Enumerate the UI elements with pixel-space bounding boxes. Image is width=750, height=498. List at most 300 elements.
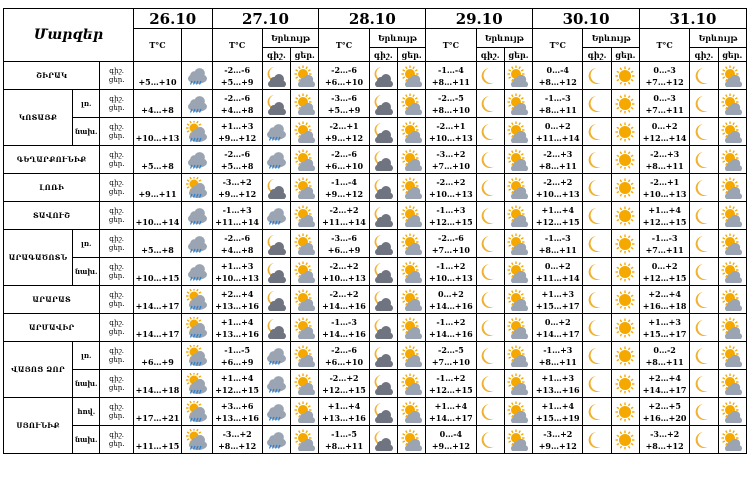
night-day-label: [100, 426, 134, 454]
day-temp: +14…+17: [429, 412, 473, 423]
sun-icon: [611, 342, 639, 370]
temp-range: [533, 90, 583, 118]
temp-range: [533, 398, 583, 426]
night-temp: +1…+3: [220, 120, 254, 131]
temp-range: [426, 314, 476, 342]
day-temp: +8…+11: [538, 160, 577, 171]
day-temp: +14…+16: [429, 328, 473, 339]
temp-range: [212, 62, 262, 90]
day-temp: +10…+13: [642, 188, 687, 199]
day-temp: +16…+18: [642, 300, 687, 311]
rain-cloud-icon: [182, 90, 212, 118]
day-temp: +8…+11: [431, 76, 470, 87]
night-day-label: [100, 174, 134, 202]
sun-cloud-icon: [718, 90, 746, 118]
night-temp: +1…+4: [541, 400, 575, 411]
sun-icon: [611, 174, 639, 202]
sun-cloud-rain-icon: [182, 174, 212, 202]
region-name: ԱՐԱՐԱՏ: [4, 286, 100, 314]
night-temp: -3…-6: [331, 232, 357, 243]
phenomena-header: Երևույթ: [262, 29, 319, 48]
night-temp: -1…-4: [438, 64, 464, 75]
moon-cloud-icon: [262, 90, 290, 118]
temp-26: [133, 230, 181, 258]
sun-cloud-icon: [718, 314, 746, 342]
subregion-label: նախ.: [73, 426, 100, 454]
subregion-label: նախ.: [73, 258, 100, 286]
day-temp: +8…+12: [218, 440, 257, 451]
temp-range: [426, 90, 476, 118]
night-label: գիշ.: [109, 206, 125, 215]
moon-cloud-icon: [369, 230, 397, 258]
sun-cloud-icon: [504, 90, 532, 118]
moon-cloud-icon: [262, 314, 290, 342]
night-temp: -1…-4: [331, 176, 357, 187]
night-temp: -2…-6: [331, 344, 357, 355]
temp-range: [426, 174, 476, 202]
rain-cloud-icon: [262, 202, 290, 230]
temp-range: [426, 426, 476, 454]
temp-header: T°C: [640, 29, 690, 62]
day-label: ցեր.: [108, 75, 125, 84]
night-subheader: գիշ.: [476, 48, 504, 62]
forecast-table: [3, 8, 747, 454]
day-temp: +12…+15: [642, 216, 687, 227]
moon-cloud-icon: [369, 342, 397, 370]
day-temp: +16…+20: [642, 412, 687, 423]
date-header: 30.10: [533, 9, 640, 29]
night-temp: -3…+2: [650, 428, 680, 439]
sun-cloud-icon: [397, 258, 425, 286]
night-temp: +2…+4: [648, 288, 681, 299]
temp-26: [133, 370, 181, 398]
moon-cloud-icon: [262, 62, 290, 90]
region-name: ՏԱՎՈՒՇ: [4, 202, 100, 230]
table-row: [4, 118, 747, 146]
subregion-label: հով.: [73, 398, 100, 426]
day-temp: +9…+12: [431, 440, 470, 451]
day-temp: +13…+16: [535, 384, 580, 395]
sun-cloud-icon: [291, 370, 319, 398]
night-label: գիշ.: [109, 178, 125, 187]
night-temp: -2…-6: [331, 64, 357, 75]
night-temp: +1…+4: [434, 400, 468, 411]
temp-26: [133, 258, 181, 286]
night-temp: -3…+2: [222, 176, 252, 187]
night-temp: -2…-6: [224, 148, 251, 159]
day-temp: +13…+16: [215, 300, 259, 311]
day-subheader: ցեր.: [718, 48, 746, 62]
temp-range: [640, 174, 690, 202]
night-temp: 0…-4: [546, 64, 569, 75]
moon-cloud-icon: [262, 258, 290, 286]
temp-range: [533, 286, 583, 314]
day-temp: +10…+13: [535, 188, 580, 199]
night-day-label: [100, 118, 134, 146]
day-temp: +6…+9: [327, 244, 361, 255]
temp-26: [133, 342, 181, 370]
temp-range: [640, 90, 690, 118]
temp-range: [212, 146, 262, 174]
sun-cloud-icon: [718, 230, 746, 258]
moon-cloud-icon: [369, 426, 397, 454]
sun-cloud-icon: [504, 258, 532, 286]
moon-cloud-icon: [369, 146, 397, 174]
night-temp: -1…+3: [543, 344, 573, 355]
temp-range: [319, 426, 369, 454]
day-temp: +11…+14: [535, 272, 580, 283]
table-row: [4, 174, 747, 202]
temp-range: [426, 370, 476, 398]
day-temp: +10…+13: [429, 132, 473, 143]
sun-cloud-icon: [504, 398, 532, 426]
day-temp: +12…+15: [429, 216, 473, 227]
moon-icon: [690, 426, 718, 454]
day-temp: +12…+14: [642, 132, 687, 143]
night-label: գիշ.: [109, 346, 125, 355]
night-temp: +1…+4: [327, 400, 361, 411]
temp-26: [133, 90, 181, 118]
sun-cloud-icon: [291, 398, 319, 426]
day-temp: +9…+12: [538, 440, 577, 451]
temp-range: [212, 202, 262, 230]
region-name: ՇԻՐԱԿ: [4, 62, 100, 90]
night-temp: +3…+6: [220, 400, 254, 411]
temp-range: [319, 90, 369, 118]
night-temp: +1…+3: [648, 316, 681, 327]
sun-icon: [611, 62, 639, 90]
regions-header: Մարզեր: [4, 9, 134, 62]
sun-cloud-icon: [397, 370, 425, 398]
night-temp: +1…+4: [648, 204, 681, 215]
sun-cloud-icon: [504, 342, 532, 370]
temp-value: +14…+17: [135, 328, 180, 339]
night-temp: 0…-3: [653, 64, 676, 75]
temp-range: [533, 146, 583, 174]
night-temp: 0…-4: [439, 428, 463, 439]
subregion-label: նախ.: [73, 118, 100, 146]
moon-cloud-icon: [369, 90, 397, 118]
day-temp: +7…+11: [645, 244, 684, 255]
temp-range: [212, 314, 262, 342]
day-temp: +8…+11: [538, 356, 577, 367]
moon-icon: [583, 286, 611, 314]
temp-range: [426, 398, 476, 426]
temp-range: [640, 202, 690, 230]
day-temp: +5…+9: [220, 76, 254, 87]
temp-value: +14…+18: [135, 384, 180, 395]
temp-range: [319, 230, 369, 258]
night-temp: -1…+2: [436, 316, 466, 327]
temp-value: +11…+15: [135, 440, 180, 451]
day-temp: +8…+12: [645, 440, 684, 451]
temp-value: +14…+17: [135, 300, 180, 311]
night-temp: +2…+4: [648, 372, 681, 383]
night-subheader: գիշ.: [583, 48, 611, 62]
date-header: 29.10: [426, 9, 533, 29]
night-temp: -2…+3: [650, 148, 680, 159]
day-temp: +9…+12: [324, 188, 364, 199]
sun-icon: [611, 230, 639, 258]
moon-cloud-icon: [369, 174, 397, 202]
temp-range: [319, 202, 369, 230]
rain-cloud-icon: [182, 62, 212, 90]
temp-26: [133, 286, 181, 314]
temp-range: [426, 342, 476, 370]
temp-range: [319, 174, 369, 202]
temp-26: [133, 174, 181, 202]
temp-range: [640, 426, 690, 454]
temp-header: T°C: [212, 29, 262, 62]
temp-header: T°C: [319, 29, 369, 62]
day-temp: +12…+15: [215, 384, 259, 395]
night-temp: +2…+5: [648, 400, 681, 411]
day-temp: +13…+16: [322, 412, 366, 423]
night-temp: -1…-5: [331, 428, 357, 439]
sun-cloud-icon: [397, 202, 425, 230]
day-temp: +8…+11: [645, 160, 684, 171]
sun-cloud-icon: [504, 174, 532, 202]
phenomena-header: Երևույթ: [476, 29, 533, 48]
night-temp: -3…+2: [543, 428, 573, 439]
temp-value: +9…+11: [138, 188, 177, 199]
temp-range: [426, 258, 476, 286]
rain-cloud-icon: [262, 398, 290, 426]
day-temp: +12…+15: [322, 384, 366, 395]
day-temp: +8…+11: [324, 440, 364, 451]
night-temp: -1…-5: [224, 344, 251, 355]
night-label: գիշ.: [109, 290, 125, 299]
temp-range: [212, 426, 262, 454]
day-temp: +14…+16: [322, 328, 366, 339]
day-temp: +6…+9: [220, 356, 254, 367]
day-temp: +14…+16: [429, 300, 473, 311]
moon-icon: [690, 146, 718, 174]
day-temp: +15…+19: [535, 412, 580, 423]
temp-range: [319, 258, 369, 286]
temp-range: [640, 398, 690, 426]
moon-icon: [690, 202, 718, 230]
night-temp: -2…-5: [438, 344, 464, 355]
moon-icon: [476, 90, 504, 118]
day-temp: +13…+16: [215, 328, 259, 339]
moon-icon: [476, 202, 504, 230]
table-row: [4, 202, 747, 230]
table-row: [4, 230, 747, 258]
temp-value: +5…+10: [138, 76, 177, 87]
temp-range: [640, 342, 690, 370]
moon-icon: [583, 202, 611, 230]
sun-cloud-icon: [504, 314, 532, 342]
temp-header: T°C: [133, 29, 181, 62]
moon-icon: [476, 230, 504, 258]
table-row: [4, 258, 747, 286]
moon-cloud-icon: [369, 118, 397, 146]
temp-26: [133, 426, 181, 454]
phenomena-header: Երևույթ: [369, 29, 426, 48]
day-label: ցեր.: [108, 159, 125, 168]
sun-cloud-icon: [397, 174, 425, 202]
night-temp: -2…+1: [329, 120, 359, 131]
day-temp: +15…+17: [642, 328, 687, 339]
night-day-label: [100, 202, 134, 230]
forecast-body: [4, 62, 747, 454]
day-temp: +6…+10: [324, 76, 364, 87]
region-name: ԼՈՌԻ: [4, 174, 100, 202]
rain-cloud-icon: [182, 146, 212, 174]
sun-icon: [611, 258, 639, 286]
sun-cloud-icon: [504, 62, 532, 90]
moon-cloud-icon: [369, 62, 397, 90]
night-day-label: [100, 62, 134, 90]
moon-cloud-icon: [262, 286, 290, 314]
night-temp: +1…+3: [220, 260, 254, 271]
sun-icon: [611, 118, 639, 146]
temp-value: +10…+14: [135, 216, 180, 227]
night-label: գիշ.: [109, 262, 125, 271]
day-label: ցեր.: [108, 355, 125, 364]
table-row: [4, 90, 747, 118]
sun-cloud-icon: [291, 426, 319, 454]
day-label: ցեր.: [108, 215, 125, 224]
night-temp: +1…+4: [220, 372, 254, 383]
moon-icon: [583, 118, 611, 146]
day-subheader: ցեր.: [504, 48, 532, 62]
temp-range: [640, 62, 690, 90]
temp-range: [640, 258, 690, 286]
temp-range: [533, 370, 583, 398]
date-header: 26.10: [133, 9, 212, 29]
day-temp: +8…+11: [538, 244, 577, 255]
day-temp: +7…+11: [645, 104, 684, 115]
moon-cloud-icon: [262, 174, 290, 202]
sun-cloud-icon: [397, 286, 425, 314]
day-subheader: ցեր.: [397, 48, 425, 62]
moon-icon: [583, 258, 611, 286]
day-subheader: ցեր.: [611, 48, 639, 62]
temp-range: [426, 118, 476, 146]
table-row: [4, 314, 747, 342]
night-temp: 0…+2: [437, 288, 464, 299]
day-label: ցեր.: [108, 243, 125, 252]
rain-cloud-icon: [182, 230, 212, 258]
night-day-label: [100, 146, 134, 174]
night-temp: -1…-3: [331, 316, 357, 327]
temp-range: [212, 174, 262, 202]
temp-range: [426, 202, 476, 230]
night-temp: -1…-3: [544, 232, 571, 243]
temp-range: [319, 118, 369, 146]
table-row: [4, 342, 747, 370]
moon-icon: [583, 342, 611, 370]
night-label: գիշ.: [109, 122, 125, 131]
temp-value: +5…+8: [141, 160, 174, 171]
temp-range: [319, 342, 369, 370]
moon-icon: [690, 62, 718, 90]
moon-icon: [690, 230, 718, 258]
night-temp: -2…+3: [543, 148, 573, 159]
night-temp: +1…+3: [541, 288, 575, 299]
night-temp: -1…+3: [222, 204, 252, 215]
sun-cloud-icon: [397, 230, 425, 258]
phenomena-header: [182, 29, 212, 62]
region-name: ԱՐԱԳԱԾՈՏՆ: [4, 230, 73, 286]
day-temp: +8…+12: [538, 76, 577, 87]
moon-icon: [690, 398, 718, 426]
night-day-label: [100, 258, 134, 286]
night-subheader: գիշ.: [690, 48, 718, 62]
sun-cloud-icon: [291, 118, 319, 146]
day-temp: +12…+15: [429, 384, 473, 395]
sun-cloud-icon: [291, 258, 319, 286]
sun-cloud-icon: [718, 342, 746, 370]
moon-icon: [583, 174, 611, 202]
temp-header: T°C: [533, 29, 583, 62]
sun-cloud-icon: [291, 286, 319, 314]
day-temp: +8…+11: [538, 104, 577, 115]
moon-icon: [583, 230, 611, 258]
temp-range: [533, 62, 583, 90]
phenomena-header: Երևույթ: [690, 29, 747, 48]
night-day-label: [100, 342, 134, 370]
temp-range: [533, 174, 583, 202]
moon-icon: [690, 286, 718, 314]
sun-cloud-icon: [397, 146, 425, 174]
day-temp: +9…+12: [218, 188, 257, 199]
night-temp: -2…-6: [224, 232, 251, 243]
temp-value: +6…+9: [141, 356, 174, 367]
moon-icon: [476, 342, 504, 370]
temp-26: [133, 146, 181, 174]
day-temp: +10…+13: [429, 272, 473, 283]
temp-range: [212, 90, 262, 118]
temp-range: [640, 370, 690, 398]
night-label: գիշ.: [109, 402, 125, 411]
night-temp: 0…-2: [653, 344, 676, 355]
rain-cloud-icon: [262, 426, 290, 454]
moon-cloud-icon: [369, 258, 397, 286]
temp-range: [212, 258, 262, 286]
sun-cloud-rain-icon: [182, 342, 212, 370]
sun-cloud-icon: [718, 426, 746, 454]
sun-cloud-icon: [504, 370, 532, 398]
night-temp: -1…+2: [436, 372, 466, 383]
moon-icon: [690, 370, 718, 398]
rain-cloud-icon: [262, 146, 290, 174]
moon-cloud-icon: [369, 202, 397, 230]
temp-value: +4…+8: [141, 104, 174, 115]
subregion-label: լռ.: [73, 90, 100, 118]
night-temp: -3…-6: [331, 92, 357, 103]
temp-range: [533, 426, 583, 454]
day-temp: +10…+13: [322, 272, 366, 283]
moon-icon: [476, 286, 504, 314]
temp-range: [212, 342, 262, 370]
night-subheader: գիշ.: [262, 48, 290, 62]
sun-icon: [611, 286, 639, 314]
sun-cloud-icon: [291, 342, 319, 370]
moon-icon: [476, 426, 504, 454]
sun-cloud-icon: [291, 314, 319, 342]
moon-cloud-icon: [369, 314, 397, 342]
sun-cloud-icon: [504, 202, 532, 230]
day-label: ցեր.: [108, 271, 125, 280]
night-day-label: [100, 230, 134, 258]
temp-range: [533, 202, 583, 230]
temp-range: [319, 398, 369, 426]
sun-cloud-icon: [718, 146, 746, 174]
sun-cloud-icon: [504, 118, 532, 146]
